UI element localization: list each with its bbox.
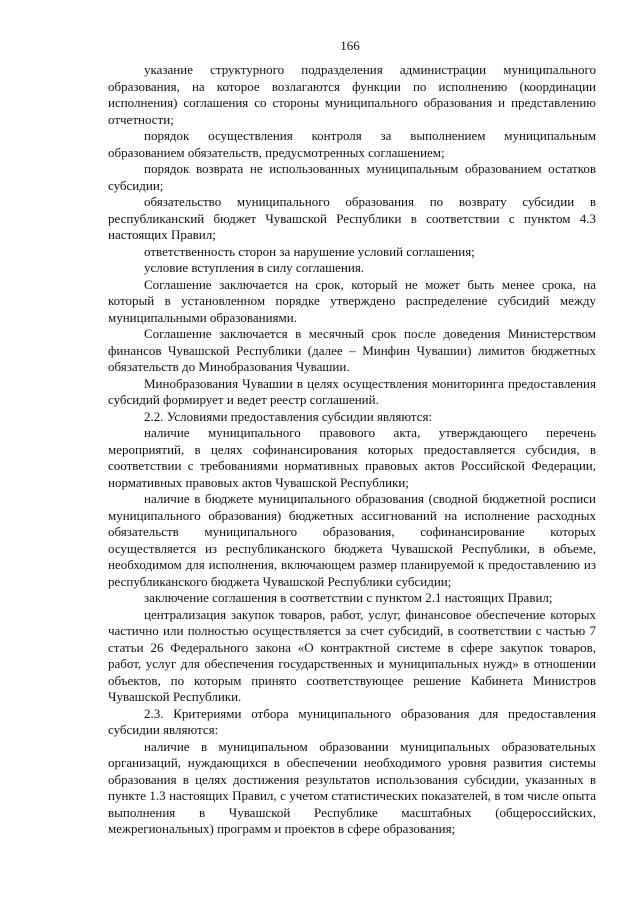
document-body: [108, 62, 596, 838]
paragraph: условие вступления в силу соглашения.: [144, 260, 365, 275]
paragraph: Минобразования Чувашии в целях осуществления мониторинга предоставления субсидий формирует и ведет реестр соглашений.: [108, 375, 596, 407]
paragraph: обязательство муниципального образования по возврату субсидии в республиканский бюджет Чувашской Республики в соответствии с пунктом 4.3 настоящих Правил;: [108, 194, 596, 242]
paragraph: централизация закупок товаров, работ, услуг, финансовое обеспечение которых частично или полностью осуществляется за счет субсидий, в соответствии с частью 7 статьи 26 Федерального закона «О контрактной системе в сфере закупок товаров, работ, услуг для обеспечения государственных и муниципальных нужд» в отношении объектов, по которым принято соответствующее решение Кабинета Министров Чувашской Республики.: [108, 606, 596, 704]
paragraph: наличие в муниципальном образовании муниципальных образовательных организаций, нуждающихся в обеспечении необходимого уровня развития системы образования в целях достижения результатов использования субсидии, указанных в пункте 1.3 настоящих Правил, с учетом статистических показателей, в том числе опыта выполнения в Чувашской Республике масштабных (общероссийских, межрегиональных) программ и проектов в сфере образования;: [108, 738, 596, 836]
paragraph: наличие в бюджете муниципального образования (сводной бюджетной росписи муниципального образования) бюджетных ассигнований на исполнение расходных обязательств муниципального образования, софинансирование которых осуществляется из республиканского бюджета Чувашской Республики, в объеме, необходимом для исполнения, включающем размер планируемой к предоставлению из республиканского бюджета Чувашской Республики субсидии;: [108, 491, 596, 589]
paragraph: заключение соглашения в соответствии с пунктом 2.1 настоящих Правил;: [144, 590, 553, 605]
section-heading: 2.2. Условиями предоставления субсидии являются:: [144, 408, 433, 424]
paragraph: Соглашение заключается в месячный срок после доведения Министерством финансов Чувашской Республики (далее – Минфин Чувашии) лимитов бюджетных обязательств до Минобразования Чувашии.: [108, 326, 596, 374]
paragraph: порядок осуществления контроля за выполнением муниципальным образованием обязательств, предусмотренных соглашением;: [108, 128, 596, 160]
paragraph: порядок возврата не использованных муниципальным образованием остатков субсидии;: [108, 161, 596, 193]
paragraph: ответственность сторон за нарушение условий соглашения;: [144, 243, 475, 259]
paragraph: Соглашение заключается на срок, который не может быть менее срока, на который в установленном порядке утверждено распределение субсидий между муниципальными образованиями.: [108, 276, 596, 325]
page-number: 166: [340, 38, 360, 53]
paragraph: наличие муниципального правового акта, утверждающего перечень мероприятий, в целях софинансирования которых предоставляется субсидия, в соответствии с требованиями нормативных правовых актов Российской Федерации, нормативных правовых актов Чувашской Республики;: [108, 425, 596, 490]
paragraph: указание структурного подразделения администрации муниципального образования, на которое возлагаются функции по исполнению (координации исполнения) соглашения со стороны муниципального образования и представлению отчетности;: [108, 62, 596, 127]
section-heading: 2.3. Критериями отбора муниципального образования для предоставления субсидии являются:: [108, 705, 596, 737]
